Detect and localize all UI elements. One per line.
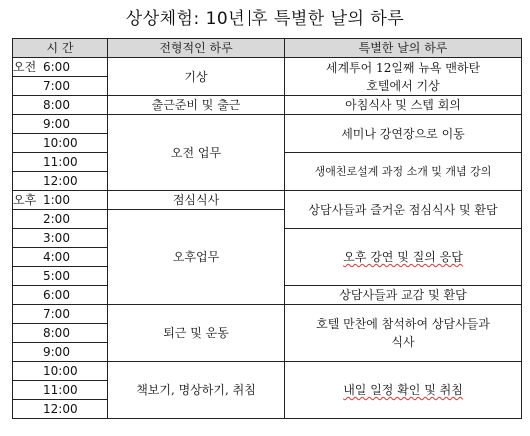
time-cell: 11:00	[13, 381, 108, 400]
time-cell: 3:00	[13, 229, 108, 248]
time-cell: 12:00	[13, 172, 108, 191]
time-cell: 4:00	[13, 248, 108, 267]
time-cell: 9:00	[13, 115, 108, 134]
typical-activity: 퇴근 및 운동	[108, 305, 285, 362]
table-row	[13, 96, 522, 115]
time-cell: 9:00	[13, 343, 108, 362]
time-cell: 8:00	[13, 324, 108, 343]
special-activity: 오후 강연 및 질의 응답	[285, 229, 522, 286]
header-row	[13, 39, 522, 58]
special-activity: 내일 일정 확인 및 취침	[285, 362, 522, 419]
time-cell: 2:00	[13, 210, 108, 229]
time-cell: 10:00	[13, 134, 108, 153]
page-title	[0, 4, 530, 29]
text-cursor	[249, 10, 250, 26]
time-cell: 7:00	[13, 305, 108, 324]
special-activity: 생애친로설계 과정 소개 및 개념 강의	[285, 153, 522, 191]
header-special: 특별한 날의 하루	[285, 39, 522, 58]
header-time: 시 간	[13, 39, 108, 58]
special-activity: 아침식사 및 스텝 회의	[285, 96, 522, 115]
table-row	[13, 305, 522, 324]
title-after: 후 특별한 날의 하루	[251, 9, 405, 29]
table-row	[13, 115, 522, 134]
special-activity: 상담사들과 즐거운 점심식사 및 환담	[285, 191, 522, 229]
special-activity: 세계투어 12일째 뉴욕 맨하탄 호텔에서 기상	[285, 58, 522, 96]
time-cell: 8:00	[13, 96, 108, 115]
typical-activity: 기상	[108, 58, 285, 96]
typical-activity: 점심식사	[108, 191, 285, 210]
table-row	[13, 191, 522, 210]
time-cell: 오후 1:00	[13, 191, 108, 210]
schedule-table	[12, 38, 522, 419]
special-activity: 세미나 강연장으로 이동	[285, 115, 522, 153]
time-cell: 12:00	[13, 400, 108, 419]
time-cell: 5:00	[13, 267, 108, 286]
title-before: 상상체험: 10년	[125, 9, 246, 29]
header-typical: 전형적인 하루	[108, 39, 285, 58]
time-cell: 7:00	[13, 77, 108, 96]
typical-activity: 출근준비 및 출근	[108, 96, 285, 115]
typical-activity: 오전 업무	[108, 115, 285, 191]
time-cell: 11:00	[13, 153, 108, 172]
table-row	[13, 58, 522, 77]
typical-activity: 오후업무	[108, 210, 285, 305]
table-row	[13, 362, 522, 381]
special-activity: 호텔 만찬에 참석하여 상담사들과 식사	[285, 305, 522, 362]
time-cell: 오전 6:00	[13, 58, 108, 77]
time-cell: 10:00	[13, 362, 108, 381]
special-activity: 상담사들과 교감 및 환담	[285, 286, 522, 305]
typical-activity: 책보기, 명상하기, 취침	[108, 362, 285, 419]
time-cell: 6:00	[13, 286, 108, 305]
